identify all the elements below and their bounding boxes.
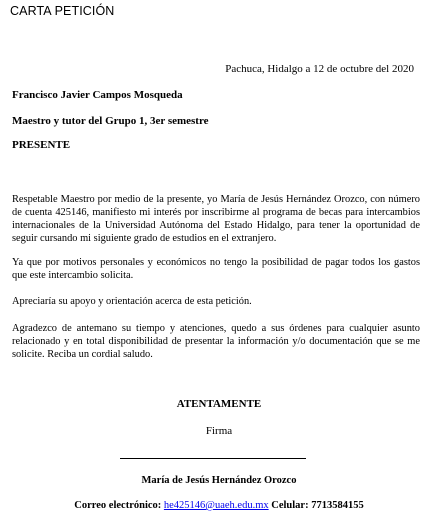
recipient-title: Maestro y tutor del Grupo 1, 3er semestre — [12, 115, 209, 127]
closing: ATENTAMENTE — [176, 398, 262, 410]
signature-line — [120, 458, 306, 459]
recipient-name: Francisco Javier Campos Mosqueda — [12, 89, 183, 101]
phone-number: 7713584155 — [311, 500, 364, 511]
phone-label: Celular: — [271, 500, 309, 511]
body-paragraph-3: Apreciaría su apoyo y orientación acerca de esta petición. — [12, 296, 252, 307]
contact-line — [0, 500, 438, 511]
body-paragraph-2: Ya que por motivos personales y económicos no tengo la posibilidad de pagar todos los gastos que este intercambio solicita. — [12, 257, 420, 281]
salutation: PRESENTE — [12, 139, 71, 151]
signature-label: Firma — [205, 425, 233, 437]
sender-name: María de Jesús Hernández Orozco — [141, 475, 297, 486]
email-label: Correo electrónico: — [74, 500, 162, 511]
date-line: Pachuca, Hidalgo a 12 de octubre del 2020 — [225, 63, 414, 75]
document-heading: CARTA PETICIÓN — [10, 4, 115, 18]
body-paragraph-4: Agradezco de antemano su tiempo y atenciones, quedo a sus órdenes para cualquier asunto relacionado y en total disponibilidad de presentar la información y/o documentación que se me solicite. Reciba un cordial saludo. — [12, 323, 420, 360]
body-paragraph-1: Respetable Maestro por medio de la presente, yo María de Jesús Hernández Orozco, con número de cuenta 425146, manifiesto mi interés por inscribirme al programa de becas para intercambios internacionales de la Universidad Autónoma del Estado Hidalgo, para tener la oportunidad de seguir cursando mi siguiente grado de estudios en el extranjero. — [12, 194, 420, 244]
email-link[interactable]: he425146@uaeh.edu.mx — [163, 500, 269, 511]
